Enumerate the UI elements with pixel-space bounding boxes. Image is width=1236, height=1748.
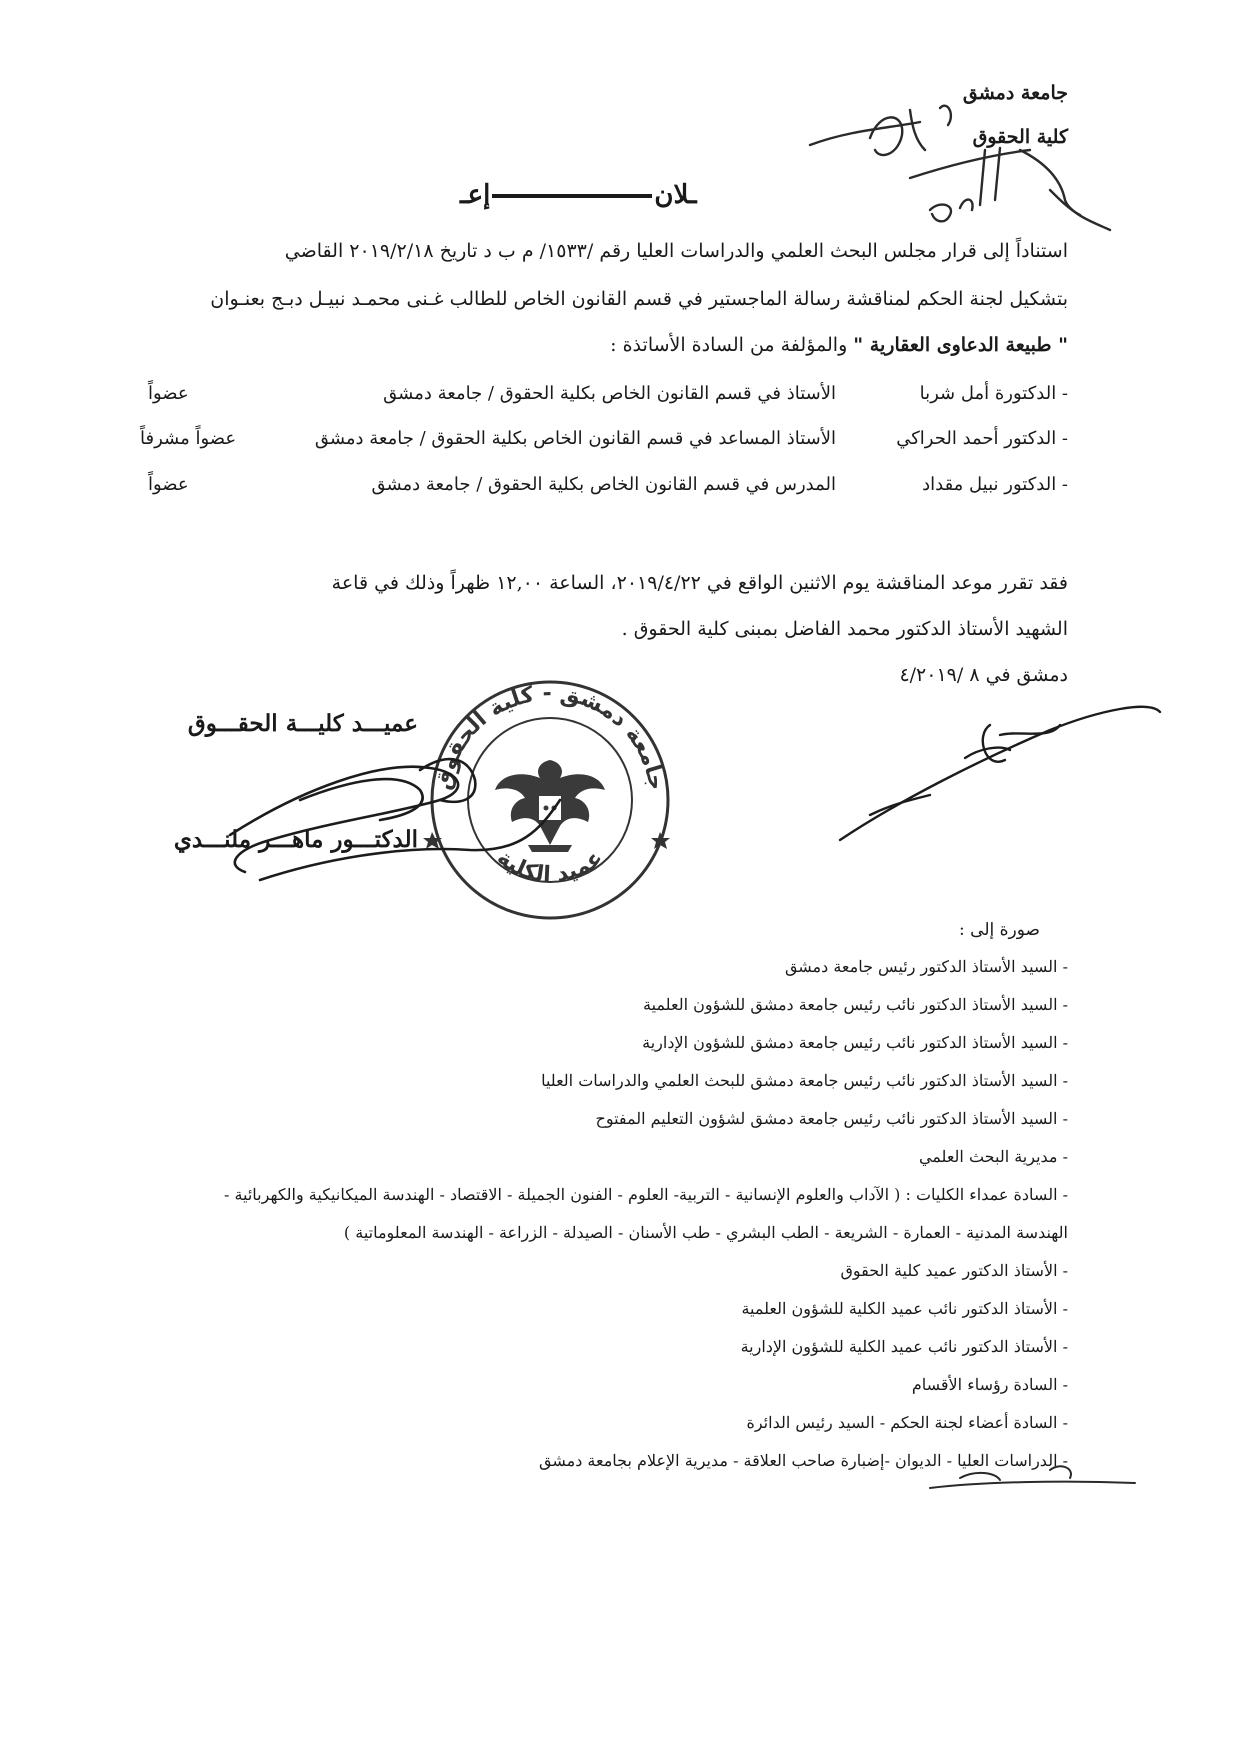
member-name: - الدكتور أحمد الحراكي [896, 428, 1068, 449]
body-line-1: استناداً إلى قرار مجلس البحث العلمي والدراسات العليا رقم /١٥٣٣/ م ب د تاريخ ٢٠١٩/٢/١٨ القاضي [284, 240, 1068, 262]
copy-recipient: - مديرية البحث العلمي [918, 1147, 1068, 1166]
svg-text:عميد الكلية [492, 845, 608, 887]
copy-recipient-continued: الهندسة المدنية - العمارة - الشريعة - الطب البشري - طب الأسنان - الصيدلة - الزراعة - الهندسة المعلوماتية ) [343, 1223, 1068, 1242]
member-name: - الدكتور نبيل مقداد [922, 474, 1068, 495]
copies-heading: صورة إلى : [959, 920, 1040, 940]
copy-recipient: - السيد الأستاذ الدكتور رئيس جامعة دمشق [784, 957, 1068, 976]
title-kashida-line [492, 194, 652, 198]
copy-recipient: - السيد الأستاذ الدكتور نائب رئيس جامعة دمشق للبحث العلمي والدراسات العليا [541, 1071, 1068, 1090]
svg-text:جامعة دمشق - كلية الحقوق [431, 681, 668, 792]
university-name: جامعة دمشق [962, 82, 1068, 104]
member-role: عضواً [148, 383, 189, 404]
thesis-title: " طبيعة الدعاوى العقارية " [853, 334, 1068, 356]
member-role: عضواً [148, 474, 189, 495]
stamp-bottom-text: عميد الكلية [492, 845, 608, 888]
title-start: ـلان [654, 180, 697, 210]
stamp-top-text: جامعة دمشق - كلية الحقوق [431, 680, 669, 793]
copy-recipient: - السيد الأستاذ الدكتور نائب رئيس جامعة دمشق لشؤون التعليم المفتوح [595, 1109, 1068, 1128]
member-title: المدرس في قسم القانون الخاص بكلية الحقوق / جامعة دمشق [371, 474, 836, 495]
copy-recipient: - السادة عمداء الكليات : ( الآداب والعلوم الإنسانية - التربية- العلوم - الفنون الجميلة - الاقتصاد - الهندسة الميكانيكية والكهربائية - [223, 1185, 1068, 1204]
dean-title: عميـــد كليـــة الحقـــوق [187, 710, 418, 737]
copy-recipient: - السيد الأستاذ الدكتور نائب رئيس جامعة دمشق للشؤون العلمية [643, 995, 1068, 1014]
faculty-name: كلية الحقوق [972, 126, 1068, 148]
copy-recipient: - الأستاذ الدكتور نائب عميد الكلية للشؤون العلمية [741, 1299, 1068, 1318]
schedule-line-1: فقد تقرر موعد المناقشة يوم الاثنين الواقع في ٢٠١٩/٤/٢٢، الساعة ١٢,٠٠ ظهراً وذلك في قاعة [331, 572, 1068, 594]
copy-recipient: - الأستاذ الدكتور عميد كلية الحقوق [840, 1261, 1068, 1280]
committee-intro: والمؤلفة من السادة الأساتذة : [610, 334, 854, 356]
committee-member [148, 474, 1068, 504]
member-name: - الدكتورة أمل شربا [919, 383, 1068, 404]
dean-name: الدكتـــور ماهـــر ملنـــدي [173, 826, 418, 853]
committee-member [140, 428, 1068, 458]
member-title: الأستاذ المساعد في قسم القانون الخاص بكلية الحقوق / جامعة دمشق [314, 428, 836, 449]
copy-recipient: - السيد الأستاذ الدكتور نائب رئيس جامعة دمشق للشؤون الإدارية [642, 1033, 1068, 1052]
title-end: إعـ [460, 180, 491, 210]
body-line-3 [610, 334, 1068, 356]
copy-recipient: - الدراسات العليا - الديوان -إضبارة صاحب العلاقة - مديرية الإعلام بجامعة دمشق [539, 1451, 1068, 1470]
body-line-2: بتشكيل لجنة الحكم لمناقشة رسالة الماجستير في قسم القانون الخاص للطالب غـنى محمـد نبيـل دبـج بعنـوان [210, 288, 1068, 310]
member-title: الأستاذ في قسم القانون الخاص بكلية الحقوق / جامعة دمشق [383, 383, 836, 404]
place-date: دمشق في ٨ /٤/٢٠١٩ [899, 664, 1068, 686]
member-role: عضواً مشرفاً [140, 428, 237, 449]
copy-recipient: - الأستاذ الدكتور نائب عميد الكلية للشؤون الإدارية [740, 1337, 1068, 1356]
eagle-emblem-icon [495, 760, 605, 852]
copy-recipient: - السادة رؤساء الأقسام [911, 1375, 1068, 1394]
announcement-title [460, 180, 697, 210]
copy-recipient: - السادة أعضاء لجنة الحكم - السيد رئيس الدائرة [746, 1413, 1068, 1432]
schedule-line-2: الشهيد الأستاذ الدكتور محمد الفاضل بمبنى كلية الحقوق . [621, 618, 1068, 640]
committee-member [148, 383, 1068, 413]
